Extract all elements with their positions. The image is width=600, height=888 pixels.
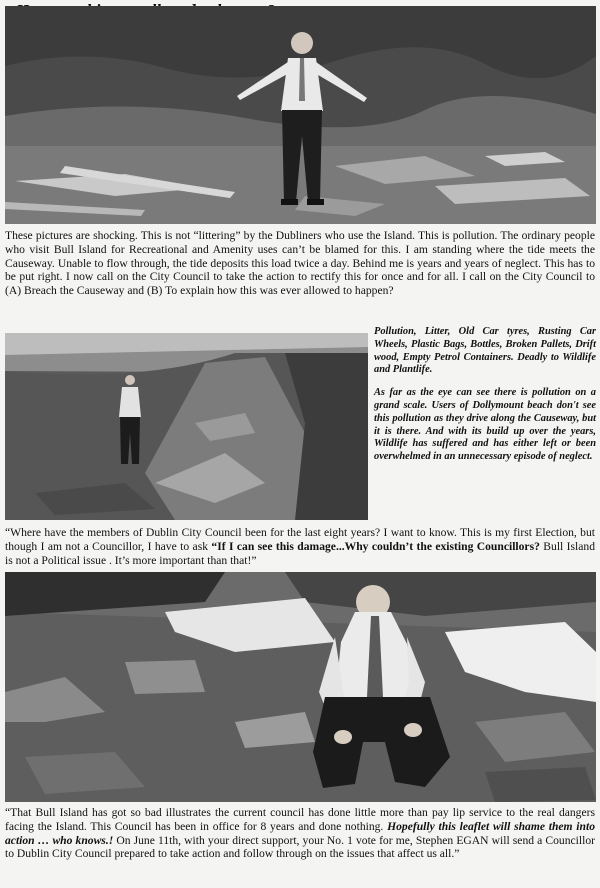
quote2-intro: “That Bull Island has got so bad illustrates the current council has done little more than pay lip service to the real dangers facing the Island. This Council has been in office for 8 years and done nothing. [5,806,595,833]
photo-man-landscape-pollution [5,333,368,520]
quote2-bold: Hopefully this leaflet will shame them into action … who knows.! [5,819,595,847]
council-question-quote [5,526,595,568]
quote2-outro: On June 11th, with your direct support, your No. 1 vote for me, Stephen EGAN will send a Councillor to Dublin City Council prepared to take action and follow through on the issues that affect us all.” [5,833,595,861]
quote1-intro: “Where have the members of Dublin City Council been for the last eight years? I want to know. This is my first Election, but though I am not a Councillor, I have to ask [5,526,595,553]
sidebar-text [374,326,596,526]
photo-man-standing-debris [5,6,596,224]
sidebar-description: As far as the eye can see there is pollution on a grand scale. Users of Dollymount beach don't see this pollution as they drive along the Causeway, but it is there. And with its build up over the years, Wildlife has suffered and has either left or been overwhelmed in an unnecessary episode of neglect. [374,387,596,463]
sidebar-pollution-list: Pollution, Litter, Old Car tyres, Rusting Car Wheels, Plastic Bags, Bottles, Broken Pallets, Drift wood, Empty Petrol Containers. Deadly to Wildlife and Plantlife. [374,326,596,376]
intro-paragraph: These pictures are shocking. This is not “littering” by the Dubliners who use the Island. This is pollution. The ordinary people who visit Bull Island for Recreational and Amenity uses can’t be blamed for this. I am standing where the tide meets the Causeway. Unable to flow through, the tide deposits this load twice a day. Behind me is years and years of neglect. This has to be put right. I now call on the City Council to take the action to rectify this for once and for all. I call on the City Council to (A) Breach the Causeway and (B) To explain how this was ever allowed to happen? [5,229,595,298]
closing-quote [5,806,595,886]
photo-man-crouching-rocks [5,572,596,802]
quote1-outro: Bull Island is not a Political issue . It’s more important than that!” [5,539,595,567]
quote1-bold: “If I can see this damage...Why couldn’t the existing Councillors? [211,539,540,553]
